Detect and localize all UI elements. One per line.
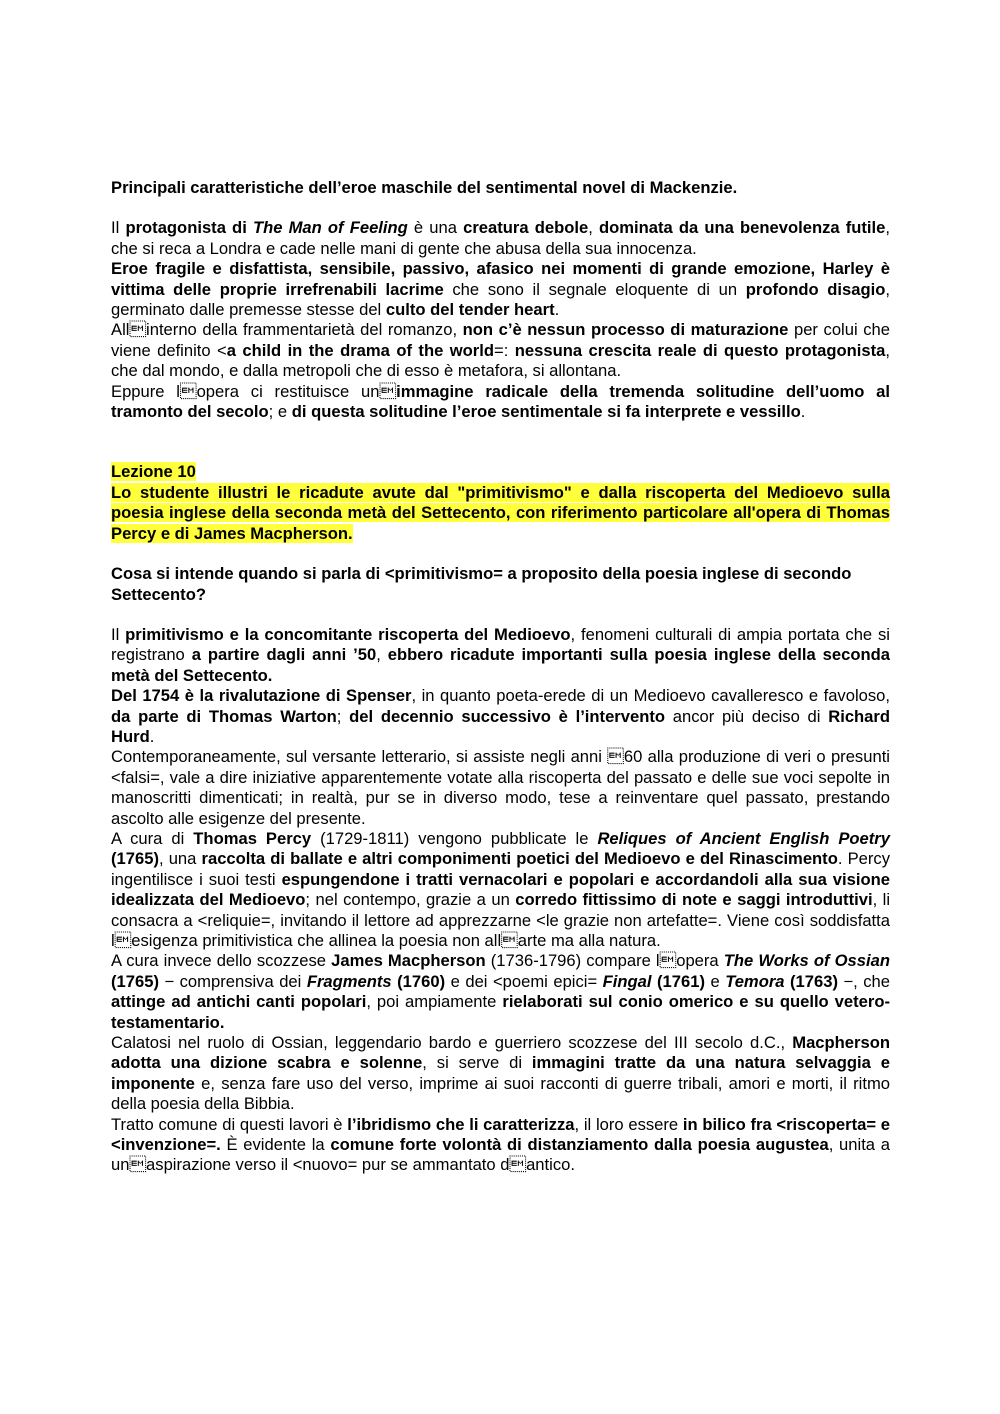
text-run: ; <box>336 706 350 726</box>
text-run: Fragments <box>306 971 392 991</box>
text-run: Macpherson adotta una dizione scabra e solenne <box>111 1033 890 1073</box>
text-run: e, senza fare uso del verso, imprime ai suoi racconti di guerre tribali, amori e morti, il ritmo della poesia della Bibbia. <box>111 1073 890 1114</box>
section-heading-primitivismo: Cosa si intende quando si parla di <primitivismo= a proposito della poesia inglese di secondo Settecento? <box>111 564 852 604</box>
paragraph <box>111 259 890 320</box>
text-run: raccolta di ballate e altri componimenti poetici del Medioevo e del Rinascimento <box>201 849 838 869</box>
text-run: Contemporaneamente, sul versante letterario, si assiste negli anni 60 alla produzione di veri o presunti <falsi=, vale a dire iniziative apparentemente votate alla riscoperta del passato e delle sue voci sepolte in manoscritti dimenticati; in realtà, pur se in diverso modo, tese a reinventare quel passato, prestando ascolto alle esigenze del presente. <box>111 747 890 828</box>
text-run: , una <box>158 849 202 869</box>
text-run: . <box>149 726 155 746</box>
text-run: ; e <box>268 402 292 422</box>
text-run: e dei <poemi epici= <box>445 971 603 991</box>
text-run: a partire dagli anni ’50 <box>191 645 377 665</box>
text-run: a child in the drama of the world <box>226 340 494 360</box>
text-run: immagine radicale della tremenda solitudine dell’uomo al tramonto del secolo <box>111 381 890 422</box>
text-run: (1761) <box>651 971 705 991</box>
text-run: culto del tender heart <box>385 300 555 320</box>
text-run: che sono il segnale eloquente di un <box>443 279 746 299</box>
text-run: Il <box>111 218 126 238</box>
text-run: (1760) <box>391 971 446 991</box>
text-run: Allinterno della frammentarietà del romanzo, <box>111 320 463 340</box>
text-run: , poi ampiamente <box>366 992 503 1012</box>
text-run: A cura invece dello scozzese <box>111 951 332 971</box>
text-run: (1729-1811) vengono pubblicate le <box>311 828 598 848</box>
text-run: . <box>800 402 806 422</box>
text-run: Reliques of Ancient English Poetry <box>597 828 890 848</box>
text-run: primitivismo e la concomitante riscoperta del Medioevo <box>125 624 571 644</box>
text-run: È evidente la <box>220 1135 331 1155</box>
text-run: A cura di <box>111 828 194 848</box>
text-run: , fenomeni culturali di ampia portata che si registrano <box>111 624 890 665</box>
text-run: , che si reca a Londra e cade nelle mani di gente che abusa della sua innocenza. <box>111 218 891 258</box>
text-run: ; nel contempo, grazie a un <box>305 890 516 910</box>
text-run: Il <box>111 624 126 644</box>
paragraph <box>111 686 890 747</box>
text-run: creatura debole <box>463 218 589 238</box>
text-run: l’ibridismo che li caratterizza <box>347 1114 575 1134</box>
text-run: (1765) <box>111 849 159 869</box>
text-run: in bilico fra <riscoperta= e <invenzione=. <box>111 1114 890 1155</box>
text-run: comune forte volontà di distanziamento dalla poesia augustea <box>330 1135 829 1155</box>
text-run: , si serve di <box>422 1053 532 1073</box>
text-run: nessuna crescita reale di questo protagonista <box>514 340 886 360</box>
lesson-question: Lo studente illustri le ricadute avute dal "primitivismo" e dalla riscoperta del Medioevo sulla poesia inglese della seconda metà del Settecento, con riferimento particolare all'opera di Thomas Percy e di James Macpherson. <box>111 482 890 543</box>
text-run: (1765) <box>111 971 159 991</box>
text-run: , li consacra a <reliquie=, invitando il lettore ad apprezzarne <le grazie non artefatte=. Viene così soddisfatta lesigenza primitivistica che allinea la poesia non allarte ma alla natura. <box>111 890 891 950</box>
text-run: per colui che viene definito < <box>111 320 890 360</box>
text-run: Eroe fragile e disfattista, sensibile, passivo, afasico nei momenti di grande emozione, Harley è vittima delle proprie irrefrenabili lacrime <box>111 259 890 299</box>
text-run: − comprensiva dei <box>158 971 307 991</box>
text-run: immagini tratte da una natura selvaggia e imponente <box>111 1053 890 1093</box>
document-page <box>111 178 890 1176</box>
text-run: dominata da una benevolenza futile <box>598 218 886 238</box>
paragraph <box>111 218 890 259</box>
text-run: (1763) <box>784 971 838 991</box>
lesson-label: Lezione 10 <box>111 462 196 482</box>
text-run: , che dal mondo, e dalla metropoli che di esso è metafora, si allontana. <box>111 340 890 381</box>
text-run: Del 1754 è la rivalutazione di Spenser <box>111 686 412 706</box>
paragraph <box>111 1115 890 1176</box>
text-run: da parte di Thomas Warton <box>111 706 337 726</box>
text-run: , germinato dalle premesse stesse del <box>111 279 891 320</box>
text-run: James Macpherson <box>331 951 486 971</box>
text-run: , <box>376 645 388 665</box>
text-run: di questa solitudine l’eroe sentimentale si fa interprete e vessillo <box>291 402 801 422</box>
text-run: rielaborati sul conio omerico e su quello vetero-testamentario. <box>111 992 891 1032</box>
text-run: Richard Hurd <box>111 706 890 746</box>
paragraph <box>111 951 890 1033</box>
section-heading-mackenzie: Principali caratteristiche dell’eroe maschile del sentimental novel di Mackenzie. <box>111 178 738 197</box>
text-run: Thomas Percy <box>193 828 312 848</box>
text-run: ebbero ricadute importanti sulla poesia inglese della seconda metà del Settecento. <box>111 645 890 685</box>
text-run: Tratto comune di questi lavori è <box>111 1114 348 1134</box>
text-run: The Works of Ossian <box>723 951 890 971</box>
text-run: =: <box>494 340 515 360</box>
text-run: non c’è nessun processo di maturazione <box>462 320 789 340</box>
text-run: espungendone i tratti vernacolari e popolari e accordandoli alla sua visione idealizzata del Medioevo <box>111 869 890 910</box>
text-run: , in quanto poeta-erede di un Medioevo cavalleresco e favoloso, <box>411 686 890 706</box>
text-run: del decennio successivo è l’intervento <box>349 706 666 726</box>
text-run: , il loro essere <box>574 1114 683 1134</box>
text-run: Fingal <box>602 971 652 991</box>
paragraph <box>111 747 890 829</box>
paragraph <box>111 625 890 686</box>
paragraph <box>111 1033 890 1115</box>
text-run: . Percy ingentilisce i suoi testi <box>111 849 890 889</box>
text-run: e <box>704 971 726 991</box>
paragraph <box>111 829 890 951</box>
text-run: , unita a unaspirazione verso il <nuovo= pur se ammantato dantico. <box>111 1135 890 1175</box>
text-run: (1736-1796) compare lopera <box>485 951 724 971</box>
text-run: corredo fittissimo di note e saggi introduttivi <box>515 890 873 910</box>
text-run: The Man of Feeling <box>252 218 408 238</box>
text-run: −, che <box>837 971 891 991</box>
text-run: Calatosi nel ruolo di Ossian, leggendario bardo e guerriero scozzese del III secolo d.C., <box>111 1033 793 1053</box>
text-run: Temora <box>725 971 785 991</box>
text-run: è una <box>407 218 464 238</box>
paragraph <box>111 382 890 423</box>
text-run: ancor più deciso di <box>665 706 829 726</box>
text-run: . <box>554 300 560 320</box>
text-run: profondo disagio <box>745 279 886 299</box>
text-run: attinge ad antichi canti popolari <box>111 992 367 1012</box>
text-run: protagonista di <box>125 218 253 238</box>
text-run: Eppure lopera ci restituisce un <box>111 381 397 401</box>
paragraph <box>111 320 890 381</box>
text-run: , <box>588 218 599 238</box>
